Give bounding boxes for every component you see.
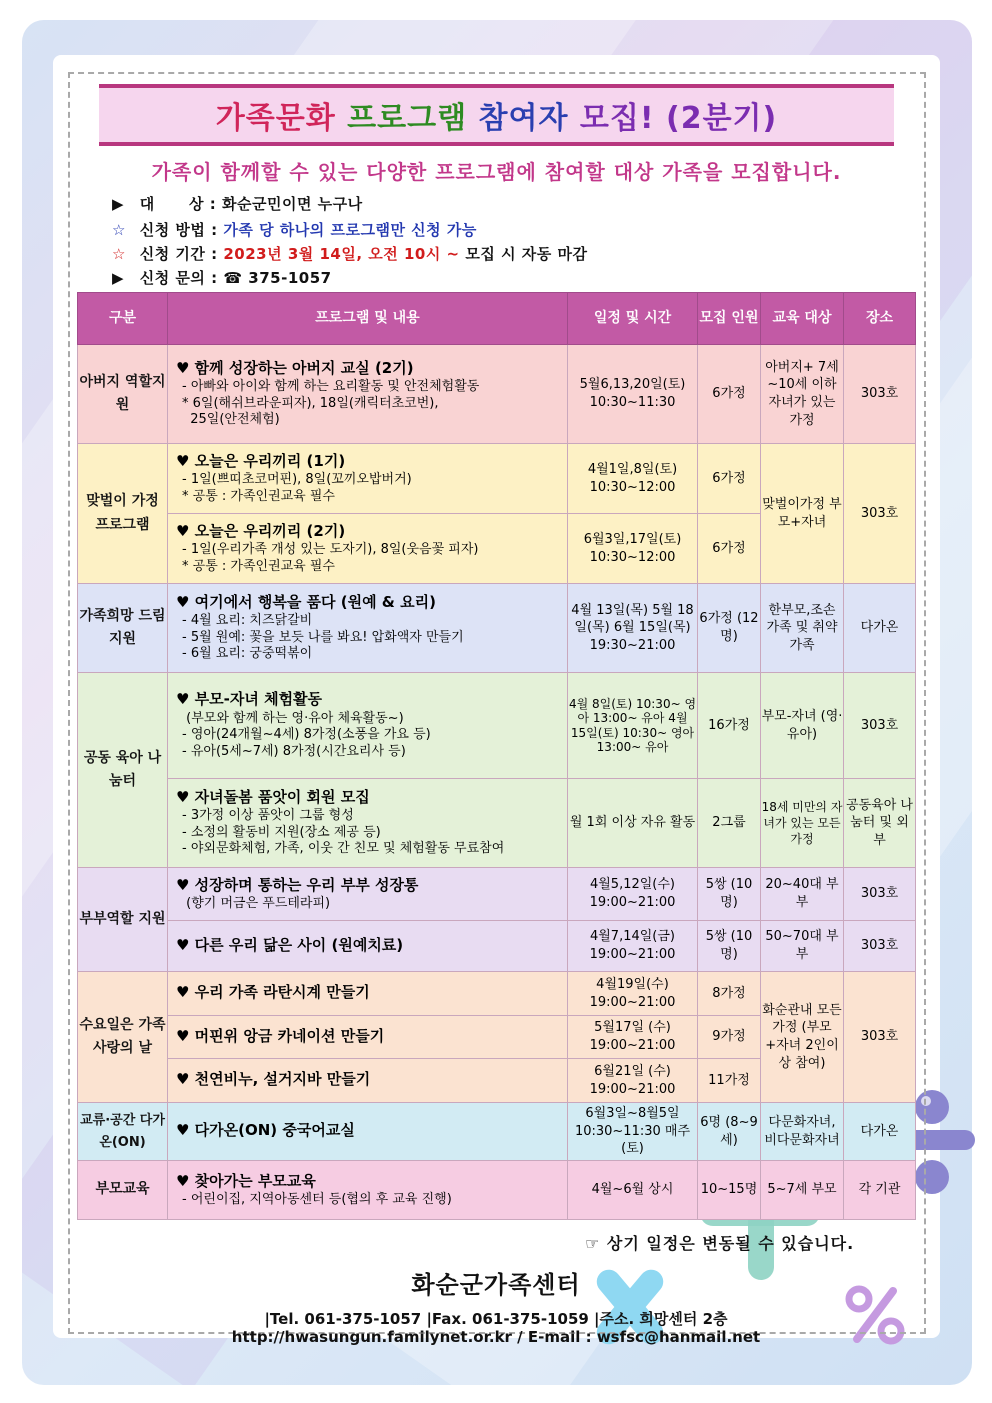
place-cell: 공동육아 나눔터 및 외부 xyxy=(844,779,916,868)
schedule-cell: 4월7,14일(금) 19:00~21:00 xyxy=(568,921,698,972)
program-cell xyxy=(168,1016,568,1059)
program-title: ♥ 성장하며 통하는 우리 부부 성장통 xyxy=(176,875,419,894)
table-row xyxy=(78,673,916,779)
info-period-value: 2023년 3월 14일, 오전 10시 ~ xyxy=(223,245,460,263)
title-part-3: 참여자 xyxy=(478,101,569,136)
count-cell: 6가정 xyxy=(698,444,761,514)
page-title xyxy=(99,84,894,146)
program-title: ♥ 자녀돌봄 품앗이 회원 모집 xyxy=(176,787,370,806)
place-cell: 각 기관 xyxy=(844,1161,916,1220)
category-cell: 부부역할 지원 xyxy=(78,868,168,972)
header-place: 장소 xyxy=(844,293,916,345)
title-part-4: 모집! (2분기) xyxy=(579,101,778,136)
count-cell: 16가정 xyxy=(698,673,761,779)
program-cell xyxy=(168,1103,568,1161)
schedule-cell: 4월5,12일(수) 19:00~21:00 xyxy=(568,868,698,921)
title-part-1: 가족문화 xyxy=(215,101,336,136)
count-cell: 5쌍 (10명) xyxy=(698,868,761,921)
target-cell: 50~70대 부부 xyxy=(761,921,844,972)
program-title: ♥ 찾아가는 부모교육 xyxy=(176,1171,316,1190)
program-cell xyxy=(168,921,568,972)
category-cell: 공동 육아 나눔터 xyxy=(78,673,168,868)
category-cell: 부모교육 xyxy=(78,1161,168,1220)
header-program: 프로그램 및 내용 xyxy=(168,293,568,345)
program-line: - 3가정 이상 품앗이 그룹 형성 xyxy=(182,808,354,824)
program-cell xyxy=(168,972,568,1016)
program-cell xyxy=(168,514,568,584)
info-period xyxy=(112,243,587,264)
schedule-cell: 5월6,13,20일(토) 10:30~11:30 xyxy=(568,345,698,444)
schedule-cell: 5월17일 (수) 19:00~21:00 xyxy=(568,1016,698,1059)
program-title: ♥ 오늘은 우리끼리 (1기) xyxy=(176,451,346,470)
website-email: http://hwasungun.familynet.or.kr / E-mail : wsfsc@hanmail.net xyxy=(231,1328,761,1346)
target-cell: 맞벌이가정 부모+자녀 xyxy=(761,444,844,584)
program-line: - 어린이집, 지역아동센터 등(협의 후 교육 진행) xyxy=(182,1191,452,1207)
count-cell: 2그룹 xyxy=(698,779,761,868)
program-title: ♥ 여기에서 행복을 품다 (원예 & 요리) xyxy=(176,592,436,611)
info-period-label: 신청 기간 : xyxy=(139,245,218,263)
schedule-cell: 4월 13일(목) 5월 18일(목) 6월 15일(목) 19:30~21:00 xyxy=(568,584,698,673)
schedule-cell: 4월19일(수) 19:00~21:00 xyxy=(568,972,698,1016)
program-line: (향기 머금은 푸드테라피) xyxy=(182,895,331,911)
count-cell: 6가정 xyxy=(698,345,761,444)
schedule-cell: 6월21일 (수) 19:00~21:00 xyxy=(568,1059,698,1103)
info-method-label: 신청 방법 : xyxy=(139,221,218,239)
table-row xyxy=(78,1161,916,1220)
program-cell xyxy=(168,584,568,673)
program-line: - 1일(우리가족 개성 있는 도자기), 8일(웃음꽃 피자) xyxy=(182,541,479,557)
program-cell xyxy=(168,673,568,779)
program-title: ♥ 다가온(ON) 중국어교실 xyxy=(176,1121,355,1140)
program-title: ♥ 함께 성장하는 아버지 교실 (2기) xyxy=(176,358,414,377)
target-cell: 아버지+ 7세~10세 이하 자녀가 있는 가정 xyxy=(761,345,844,444)
program-title: ♥ 오늘은 우리끼리 (2기) xyxy=(176,521,346,540)
header-category: 구분 xyxy=(78,293,168,345)
count-cell: 5쌍 (10명) xyxy=(698,921,761,972)
target-cell: 부모-자녀 (영·유아) xyxy=(761,673,844,779)
header-schedule: 일정 및 시간 xyxy=(568,293,698,345)
program-title: ♥ 다른 우리 닮은 사이 (원예치료) xyxy=(176,935,404,954)
program-line: - 유아(5세~7세) 8가정(시간요리사 등) xyxy=(182,743,406,759)
table-row xyxy=(78,345,916,444)
count-cell: 8가정 xyxy=(698,972,761,1016)
info-inquiry-value: ☎ 375-1057 xyxy=(223,269,332,287)
count-cell: 11가정 xyxy=(698,1059,761,1103)
target-cell: 18세 미만의 자녀가 있는 모든 가정 xyxy=(761,779,844,868)
schedule-cell: 6월3일,17일(토) 10:30~12:00 xyxy=(568,514,698,584)
category-cell: 아버지 역할지원 xyxy=(78,345,168,444)
category-cell: 가족희망 드림지원 xyxy=(78,584,168,673)
place-cell: 다가온 xyxy=(844,584,916,673)
star-icon: ☆ xyxy=(112,245,126,263)
schedule-cell: 4월1일,8일(토) 10:30~12:00 xyxy=(568,444,698,514)
info-inquiry xyxy=(112,267,332,288)
star-icon: ☆ xyxy=(112,221,126,239)
program-line: * 공통 : 가족인권교육 필수 xyxy=(182,558,335,574)
program-line: * 공통 : 가족인권교육 필수 xyxy=(182,488,335,504)
category-cell: 맞벌이 가정 프로그램 xyxy=(78,444,168,584)
program-line: - 1일(쁘띠초코머핀), 8일(꼬끼오밥버거) xyxy=(182,471,412,487)
info-target-label: 대 상 : xyxy=(139,195,217,213)
place-cell: 303호 xyxy=(844,868,916,921)
info-inquiry-label: 신청 문의 : xyxy=(139,269,218,287)
table-header-row xyxy=(78,293,916,345)
program-line: - 아빠와 아이와 함께 하는 요리활동 및 안전체험활동 xyxy=(182,379,480,395)
program-cell xyxy=(168,868,568,921)
arrow-icon: ▶ xyxy=(112,195,125,213)
program-cell xyxy=(168,1161,568,1220)
place-cell: 303호 xyxy=(844,921,916,972)
contact-info: |Tel. 061-375-1057 |Fax. 061-375-1059 |주소. 희망센터 2층 xyxy=(264,1310,728,1328)
place-cell: 303호 xyxy=(844,673,916,779)
program-title: ♥ 우리 가족 라탄시계 만들기 xyxy=(176,983,370,1002)
category-cell: 수요일은 가족 사랑의 날 xyxy=(78,972,168,1103)
program-title: ♥ 머핀위 앙금 카네이션 만들기 xyxy=(176,1026,385,1045)
table-row xyxy=(78,584,916,673)
info-target xyxy=(112,193,363,214)
program-line: (부모와 함께 하는 영·유아 체육활동~) xyxy=(182,710,404,726)
subtitle: 가족이 함께할 수 있는 다양한 프로그램에 참여할 대상 가족을 모집합니다. xyxy=(151,160,842,184)
program-line: - 5월 원예: 꽃을 보듯 나를 봐요! 압화액자 만들기 xyxy=(182,629,464,645)
schedule-cell: 4월 8일(토) 10:30~ 영아 13:00~ 유아 4월 15일(토) 10:30~ 영아 13:00~ 유아 xyxy=(568,673,698,779)
program-title: ♥ 부모-자녀 체험활동 xyxy=(176,690,323,709)
category-cell: 교류·공간 다가온(ON) xyxy=(78,1103,168,1161)
target-cell: 한부모,조손 가족 및 취약가족 xyxy=(761,584,844,673)
target-cell: 20~40대 부부 xyxy=(761,868,844,921)
place-cell: 다가온 xyxy=(844,1103,916,1161)
info-method-value: 가족 당 하나의 프로그램만 신청 가능 xyxy=(223,221,477,239)
table-row xyxy=(78,444,916,514)
program-line: - 영아(24개월~4세) 8가정(소풍을 가요 등) xyxy=(182,727,431,743)
schedule-cell: 6월3일~8월5일 10:30~11:30 매주(토) xyxy=(568,1103,698,1161)
count-cell: 6명 (8~9세) xyxy=(698,1103,761,1161)
count-cell: 6가정 xyxy=(698,514,761,584)
program-line: - 소정의 활동비 지원(장소 제공 등) xyxy=(182,824,381,840)
program-cell xyxy=(168,1059,568,1103)
count-cell: 6가정 (12명) xyxy=(698,584,761,673)
info-target-value: 화순군민이면 누구나 xyxy=(222,195,363,213)
title-part-2: 프로그램 xyxy=(347,101,468,136)
table-row xyxy=(78,868,916,921)
place-cell: 303호 xyxy=(844,972,916,1103)
program-line: 25일(안전체험) xyxy=(182,412,280,428)
header-target: 교육 대상 xyxy=(761,293,844,345)
table-row xyxy=(78,921,916,972)
program-title: ♥ 천연비누, 설거지바 만들기 xyxy=(176,1070,371,1089)
target-cell: 5~7세 부모 xyxy=(761,1161,844,1220)
schedule-notice: ☞ 상기 일정은 변동될 수 있습니다. xyxy=(585,1234,855,1253)
program-cell xyxy=(168,345,568,444)
program-cell xyxy=(168,444,568,514)
info-period-tail: 모집 시 자동 마감 xyxy=(465,245,588,263)
program-line: - 6월 요리: 궁중떡볶이 xyxy=(182,646,313,662)
place-cell: 303호 xyxy=(844,345,916,444)
count-cell: 9가정 xyxy=(698,1016,761,1059)
schedule-cell: 4월~6월 상시 xyxy=(568,1161,698,1220)
program-line: - 4월 요리: 치즈닭갈비 xyxy=(182,613,313,629)
header-count: 모집 인원 xyxy=(698,293,761,345)
table-row xyxy=(78,1103,916,1161)
center-name: 화순군가족센터 xyxy=(411,1271,581,1299)
info-method xyxy=(112,219,477,240)
program-table xyxy=(77,292,916,1220)
count-cell: 10~15명 xyxy=(698,1161,761,1220)
table-row xyxy=(78,779,916,868)
program-line: * 6일(해쉬브라운피자), 18일(캐릭터초코번), xyxy=(182,395,439,411)
table-row xyxy=(78,972,916,1016)
target-cell: 화순관내 모든가정 (부모+자녀 2인이상 참여) xyxy=(761,972,844,1103)
place-cell: 303호 xyxy=(844,444,916,584)
program-line: - 야외문화체험, 가족, 이웃 간 친모 및 체험활동 무료참여 xyxy=(182,841,505,857)
arrow-icon: ▶ xyxy=(112,269,125,287)
program-cell xyxy=(168,779,568,868)
schedule-cell: 월 1회 이상 자유 활동 xyxy=(568,779,698,868)
target-cell: 다문화자녀, 비다문화자녀 xyxy=(761,1103,844,1161)
